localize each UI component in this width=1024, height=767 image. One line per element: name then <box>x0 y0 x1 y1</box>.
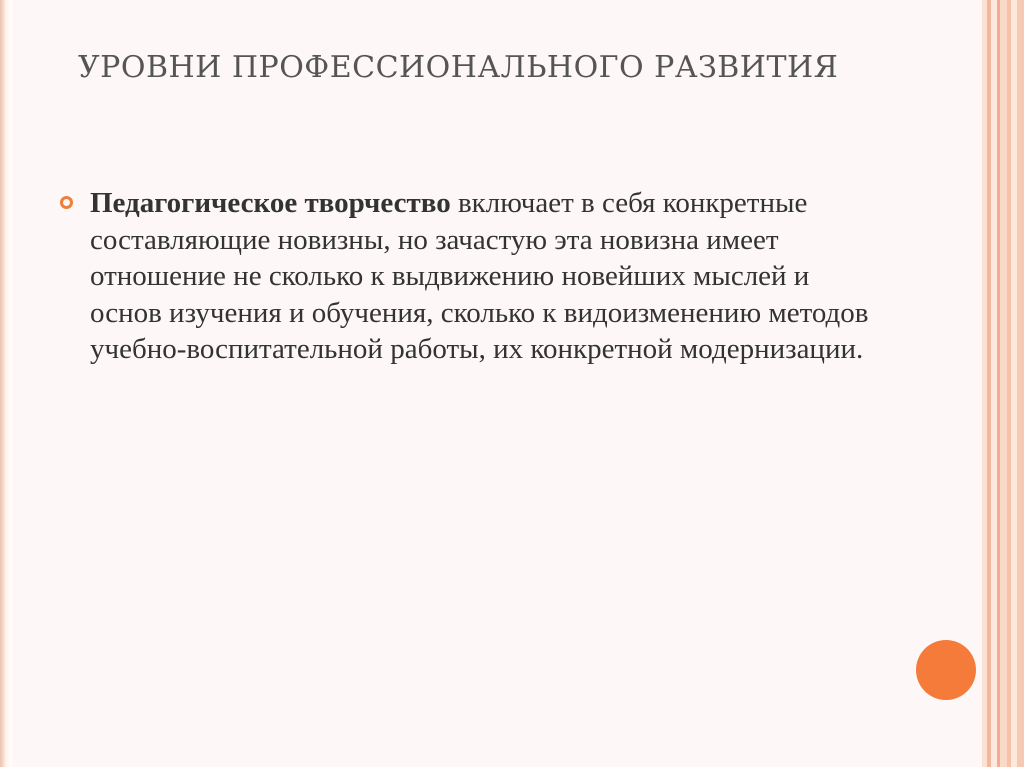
bullet-item <box>60 185 880 368</box>
stripe <box>1017 0 1024 767</box>
slide-title: УРОВНИ ПРОФЕССИОНАЛЬНОГО РАЗВИТИЯ <box>78 50 839 85</box>
right-decorative-stripes <box>982 0 1024 767</box>
paragraph-text: включает в себя конкретные составляющие новизны, но зачастую эта новизна имеет отношение не сколько к выдвижению новейших мыслей и основ изучения и обучения, сколько к видоизменению методов учебно-воспитательной работы, их конкретной модернизации. <box>90 187 869 365</box>
ring-bullet-icon <box>60 196 73 209</box>
bold-lead-text: Педагогическое творчество <box>90 187 451 219</box>
bullet-paragraph <box>90 185 880 368</box>
content-panel <box>12 0 982 767</box>
orange-circle-icon <box>916 640 976 700</box>
left-frame-border <box>0 0 12 767</box>
stripe <box>1000 0 1007 767</box>
